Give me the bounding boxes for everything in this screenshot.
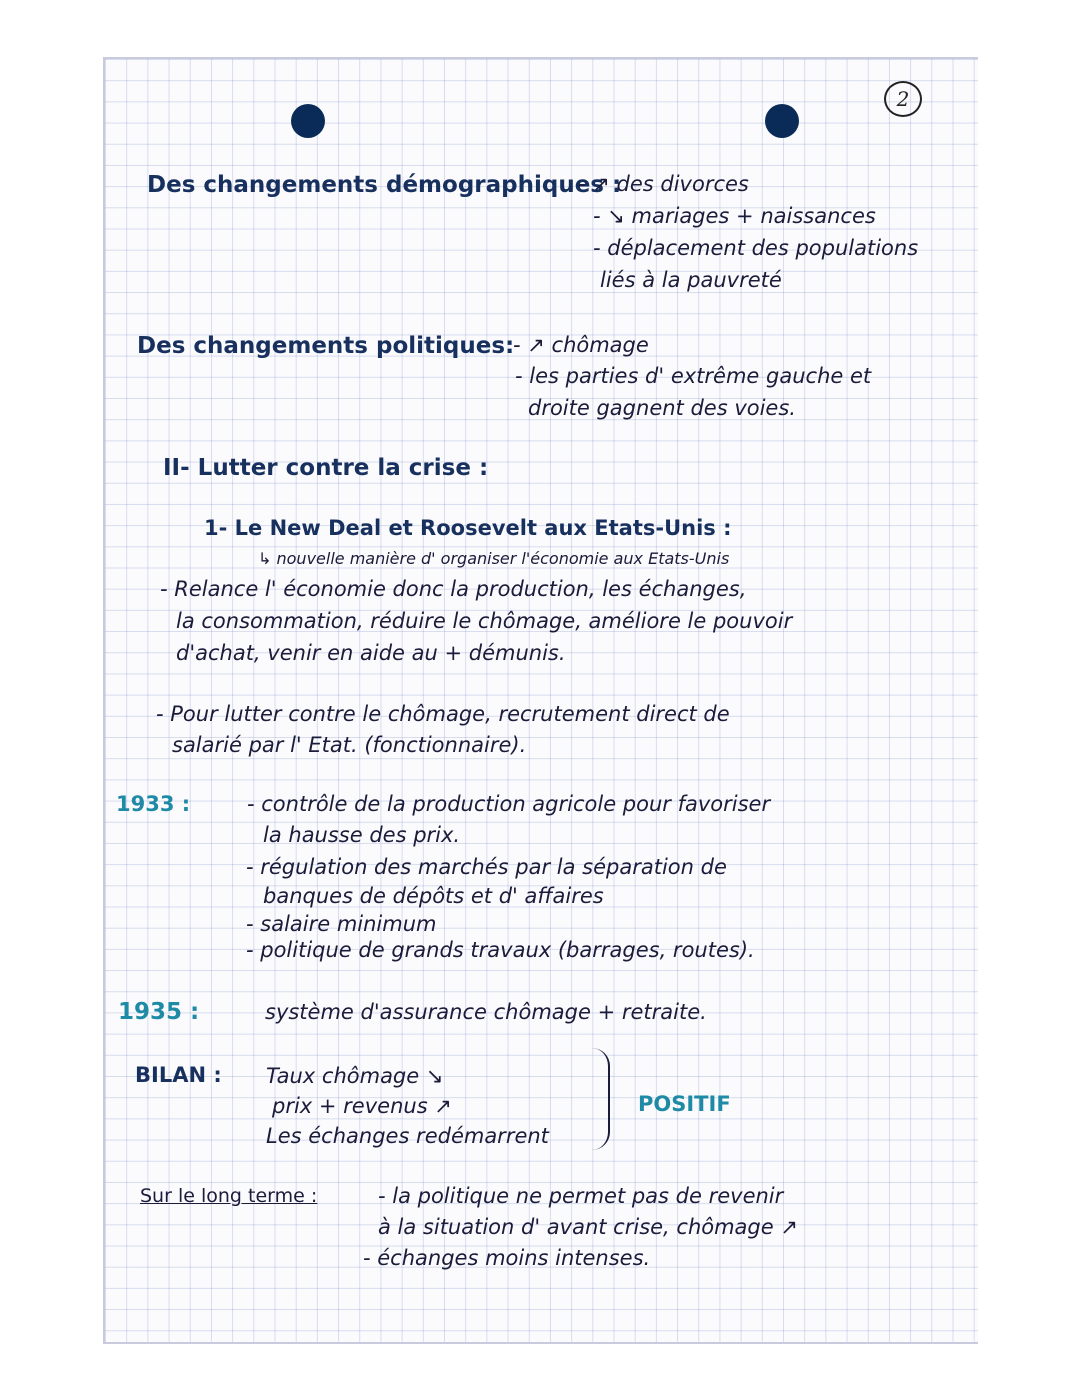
political-item: droite gagnent des voies. bbox=[528, 396, 796, 420]
bilan-verdict: POSITIF bbox=[638, 1092, 731, 1116]
binder-hole-left bbox=[291, 104, 325, 138]
bilan-item: Les échanges redémarrent bbox=[266, 1124, 549, 1148]
year-1933: 1933 : bbox=[116, 792, 191, 816]
bilan-item: prix + revenus ↗ bbox=[272, 1094, 452, 1118]
paragraph-line: la consommation, réduire le chômage, améliore le pouvoir bbox=[176, 609, 793, 633]
paragraph-line: - Relance l' économie donc la production, les échanges, bbox=[160, 577, 747, 601]
long-term-label: Sur le long terme : bbox=[140, 1185, 318, 1207]
section-heading-demographic: Des changements démographiques : bbox=[147, 172, 622, 198]
measure-1933: banques de dépôts et d' affaires bbox=[263, 884, 604, 908]
paragraph-line: d'achat, venir en aide au + démunis. bbox=[176, 641, 566, 665]
page-number: 2 bbox=[884, 81, 922, 117]
demographic-item: - déplacement des populations bbox=[593, 236, 919, 260]
measure-1933: - salaire minimum bbox=[246, 912, 437, 936]
long-term-item: - échanges moins intenses. bbox=[363, 1246, 651, 1270]
long-term-item: - la politique ne permet pas de revenir bbox=[378, 1184, 784, 1208]
paragraph-line: - Pour lutter contre le chômage, recrutement direct de bbox=[156, 702, 730, 726]
bilan-brace bbox=[592, 1048, 610, 1150]
demographic-item: - ↗ des divorces bbox=[578, 172, 749, 196]
binder-hole-right bbox=[765, 104, 799, 138]
subheading-new-deal: 1- Le New Deal et Roosevelt aux Etats-Unis : bbox=[204, 516, 732, 540]
year-1935: 1935 : bbox=[118, 999, 200, 1025]
paragraph-line: salarié par l' Etat. (fonctionnaire). bbox=[172, 733, 527, 757]
demographic-item: liés à la pauvreté bbox=[600, 268, 782, 292]
measure-1933: - régulation des marchés par la séparation de bbox=[246, 855, 727, 879]
measure-1933: - politique de grands travaux (barrages, routes). bbox=[246, 938, 755, 962]
section-heading-political: Des changements politiques: bbox=[137, 333, 515, 359]
bilan-label: BILAN : bbox=[135, 1063, 222, 1087]
long-term-item: à la situation d' avant crise, chômage ↗ bbox=[378, 1215, 798, 1239]
new-deal-note: ↳ nouvelle manière d' organiser l'économie aux Etats-Unis bbox=[258, 549, 730, 568]
part-heading: II- Lutter contre la crise : bbox=[163, 455, 489, 481]
political-item: - ↗ chômage bbox=[513, 333, 649, 357]
political-item: - les parties d' extrême gauche et bbox=[515, 364, 872, 388]
measure-1933: - contrôle de la production agricole pour favoriser bbox=[247, 792, 771, 816]
bilan-item: Taux chômage ↘ bbox=[266, 1064, 444, 1088]
measure-1933: la hausse des prix. bbox=[263, 823, 461, 847]
measure-1935: système d'assurance chômage + retraite. bbox=[265, 1000, 707, 1024]
demographic-item: - ↘ mariages + naissances bbox=[593, 204, 876, 228]
